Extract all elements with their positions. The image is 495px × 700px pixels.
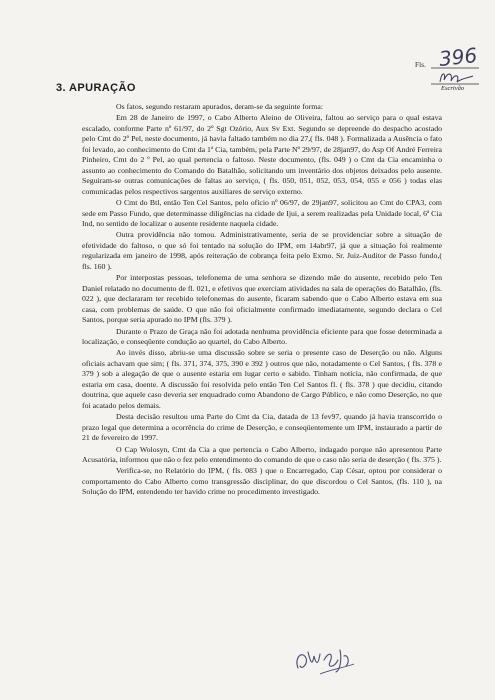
paragraph: O Cmt do Btl, então Ten Cel Santos, pelo ofício nº 06/97, de 29jan97, solicitou ao Cmt do CPA3, com sede em Passo Fundo, que determinasse diligências na cidade de Ijui, a serem realizadas pela Unidade local, 6ª Cia Ind, no sentido de localizar o ausente residente naquela cidade. <box>82 198 442 228</box>
paragraph: Verifica-se, no Relatório do IPM, ( fls. 083 ) que o Encarregado, Cap César, optou por considerar o comportamento do Cabo Alberto como transgressão disciplinar, do que discordou o Cel Santos, (fls. 110 ), na Solução do IPM, entendendo ter havido crime no procedimento investigado. <box>82 466 442 497</box>
paragraph: Por interpostas pessoas, telefonema de uma senhora se dizendo mãe do ausente, recebido pelo Ten Daniel relatado no documento de fl. 021, e efetivos que exerciam atividades na sala de operações do Batalhão, (fls. 022 ), que declararam ter recebido telefonemas do ausente, ficaram sabendo que o Cabo Alberto estava em sua casa, com problemas de saúde. O que não foi oficialmente confirmado imediatamente, segundo declara o Cel Santos, porque seria apurado no IPM (fls. 379 ). <box>82 273 442 325</box>
paragraph: Ao invés disso, abriu-se uma discussão sobre se seria o presente caso de Deserção ou não. Alguns oficiais achavam que sim; ( fls. 371, 374, 375, 390 e 392 ) outros que não, notadamente o Cel Santos, ( fls. 378 e 379 ) sob a alegação de que o ausente estaria em lugar certo e sabido. Tinham notícia, não confirmada, de que estaria em casa, doente. A discussão foi resolvida pelo então Ten Cel Santos fl. ( fls. 378 ) que decidiu, citando doutrina, que aquele caso deveria ser enquadrado como Abandono de Cargo Público, e não como Deserção, no que foi acatado pelos demais. <box>82 348 442 410</box>
paragraph: O Cap Wolosyn, Cmt da Cia a que pertencia o Cabo Alberto, indagado porque não apresentou Parte Acusatória, informou que não o fez pelo entendimento do comando de que o caso não seria de deserção ( fls. 375 ). <box>82 444 442 464</box>
fls-label: Fls. <box>415 61 427 69</box>
document-body <box>82 102 442 498</box>
paragraph: Outra providência não tomou. Administrativamente, seria de se providenciar sobre a situação de efetividade do faltoso, o que só foi tentado na solução do IPM, em 14abr97, já que a situação foi realmente regularizada em janeiro de 1998, após reiteração de cobrança feita pelo Exmo. Sr. Juiz-Auditor de Passo fundo,( fls. 160 ). <box>82 230 442 271</box>
paragraph: Em 28 de Janeiro de 1997, o Cabo Alberto Aleino de Oliveira, faltou ao serviço para o qual estava escalado, conforme Parte nº 61/97, do 2º Sgt Ozório, Aux Sv Ext. Segundo se depreende do despacho acostado pelo Cmt do 2º Pel, neste documento, já havia faltado também no dia 27,( fls. 048 ). Formalizada a Ausência o fato foi levado, ao conhecimento do Cmt da 1ª Cia, também, pela Parte Nº 29/97, de 28jan97, do Asp Of André Ferreira Pinheiro, Cmt do 2 º Pel, ao qual pertencia o faltoso. Neste documento, (fls. 049 ) o Cmt da Cia encaminha o assunto ao conhecimento do Comando do Batalhão, solicitando um inventário dos objetos deixados pelo ausente. Seguiram-se outras comunicações de faltas ao serviço, ( fls. 050, 051, 052, 053, 054, 055 e 056 ) todas elas comunicadas pelos respectivos sargentos auxiliares de serviço externo. <box>82 113 442 196</box>
handwritten-page-number: 396 <box>437 43 479 71</box>
page-number-stamp <box>413 40 483 98</box>
paragraph: Os fatos, segundo restaram apurados, deram-se da seguinte forma: <box>116 102 323 111</box>
paragraph: Durante o Prazo de Graça não foi adotada nenhuma providência eficiente para que fosse determinada a localização, e conseqüente condução ao quartel, do Cabo Alberto. <box>82 326 442 346</box>
paragraph: Desta decisão resultou uma Parte do Cmt da Cia, datada de 13 fev97, quando já havia transcorrido o prazo legal que determina a ocorrência do crime de Deserção, e conseqüentemente um IPM, instaurado a partir de 21 de fevereiro de 1997. <box>82 412 442 443</box>
escrivao-label: Escrivão <box>441 85 465 92</box>
section-title: 3. APURAÇÃO <box>56 82 136 94</box>
handwritten-signature <box>290 638 360 680</box>
